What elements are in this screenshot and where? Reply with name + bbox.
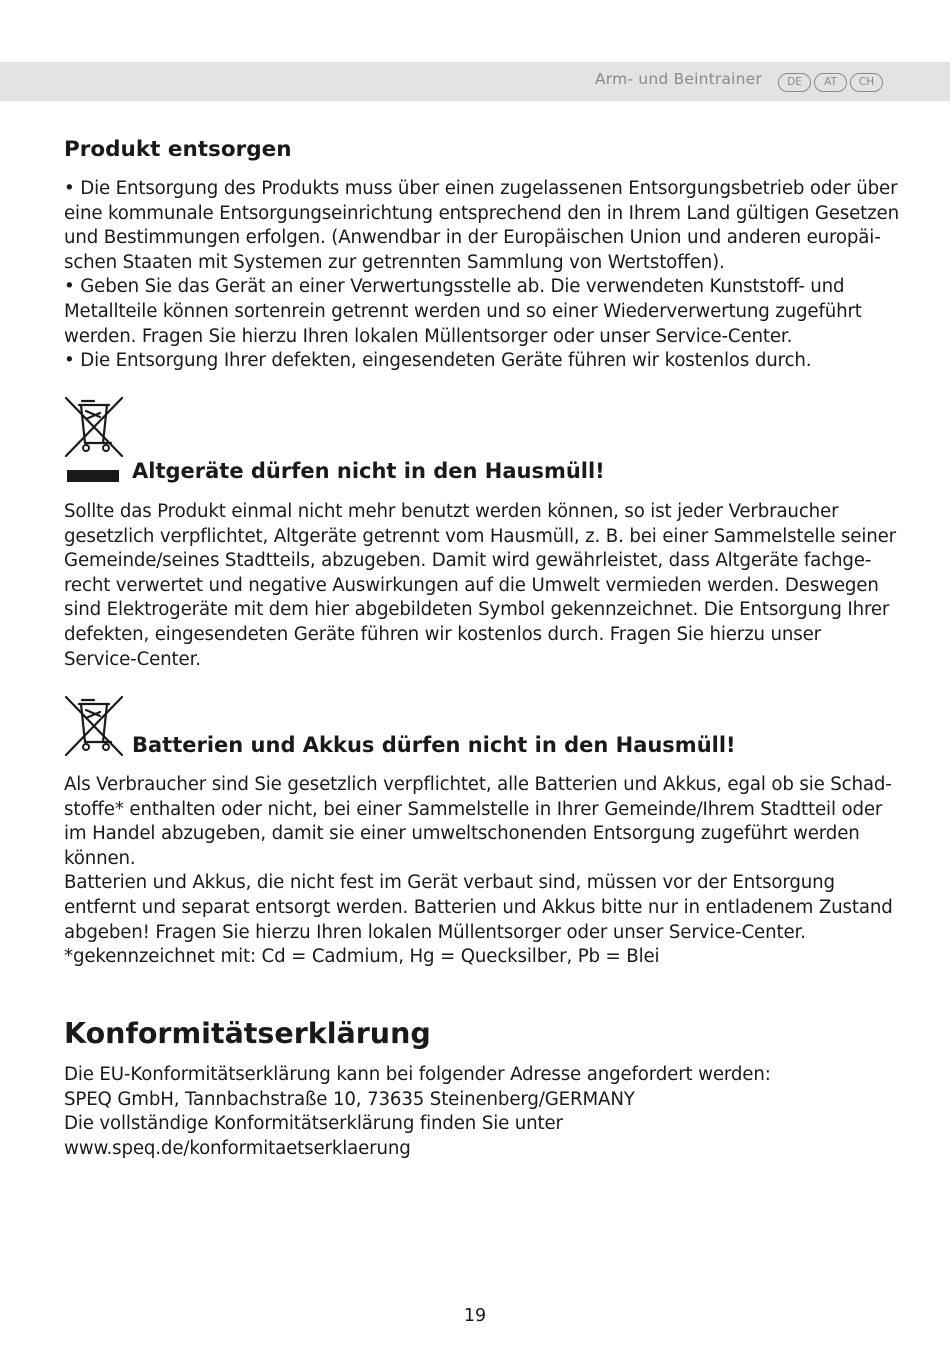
text-line: *gekennzeichnet mit: Cd = Cadmium, Hg = Quecksilber, Pb = Blei: [64, 946, 660, 968]
text-line: SPEQ GmbH, Tannbachstraße 10, 73635 Steinenberg/GERMANY: [64, 1088, 635, 1110]
altgeraete-text: [64, 500, 896, 672]
text-line: Die EU-Konformitätserklärung kann bei folgender Adresse angefordert werden:: [64, 1064, 771, 1085]
language-badge-at: AT: [814, 73, 847, 92]
text-line: im Handel abzugeben, damit sie einer umweltschonenden Entsorgung zugeführt werden: [64, 823, 860, 845]
language-badge-ch: CH: [850, 73, 883, 92]
text-line: können.: [64, 847, 136, 869]
text-line: Sollte das Produkt einmal nicht mehr benutzt werden können, so ist jeder Verbraucher: [64, 501, 839, 522]
crossed-out-wheelie-bin-icon: [62, 395, 126, 459]
text-line: • Die Entsorgung des Produkts muss über einen zugelassenen Entsorgungsbetrieb oder über: [64, 178, 898, 199]
section-heading-konformitaetserklaerung: Konformitätserklärung: [64, 1017, 431, 1050]
text-line: eine kommunale Entsorgungseinrichtung entsprechend den in Ihrem Land gültigen Gesetzen: [64, 202, 899, 224]
text-line: Gemeinde/seines Stadtteils, abzugeben. Damit wird gewährleistet, dass Altgeräte fachge-: [64, 550, 872, 572]
text-line: • Die Entsorgung Ihrer defekten, eingesendeten Geräte führen wir kostenlos durch.: [64, 350, 812, 372]
text-line: stoffe* enthalten oder nicht, bei einer Sammelstelle in Ihrer Gemeinde/Ihrem Stadtteil oder: [64, 798, 883, 820]
language-badge-de: DE: [778, 73, 811, 92]
text-line: defekten, eingesendeten Geräte führen wir kostenlos durch. Fragen Sie hierzu unser: [64, 623, 821, 645]
weee-black-bar: [67, 470, 119, 482]
produkt-entsorgen-text: [64, 177, 899, 374]
text-line: Als Verbraucher sind Sie gesetzlich verpflichtet, alle Batterien und Akkus, egal ob sie Schad-: [64, 774, 892, 795]
text-line: Metallteile können sortenrein getrennt werden und so einer Wiederverwertung zugeführt: [64, 300, 862, 322]
crossed-out-wheelie-bin-icon: [62, 694, 126, 758]
konformitaet-text: [64, 1063, 884, 1161]
section-heading-batterien: Batterien und Akkus dürfen nicht in den Hausmüll!: [132, 733, 736, 757]
text-line: entfernt und separat entsorgt werden. Batterien und Akkus bitte nur in entladenem Zustand: [64, 896, 893, 918]
section-heading-produkt-entsorgen: Produkt entsorgen: [64, 137, 292, 162]
page-number: 19: [463, 1306, 487, 1326]
text-line: gesetzlich verpflichtet, Altgeräte getrennt vom Hausmüll, z. B. bei einer Sammelstelle seiner: [64, 525, 896, 547]
text-line: abgeben! Fragen Sie hierzu Ihren lokalen Müllentsorger oder unser Service-Center.: [64, 921, 806, 943]
text-line: Die vollständige Konformitätserklärung finden Sie unter: [64, 1113, 563, 1135]
text-line: Service-Center.: [64, 648, 201, 670]
conformity-url: www.speq.de/konformitaetserklaerung: [64, 1137, 411, 1159]
text-line: Batterien und Akkus, die nicht fest im Gerät verbaut sind, müssen vor der Entsorgung: [64, 872, 835, 894]
language-badges: [778, 73, 883, 92]
batterien-text: [64, 773, 893, 970]
text-line: schen Staaten mit Systemen zur getrennten Sammlung von Wertstoffen).: [64, 251, 725, 273]
section-heading-altgeraete: Altgeräte dürfen nicht in den Hausmüll!: [132, 459, 605, 483]
text-line: und Bestimmungen erfolgen. (Anwendbar in der Europäischen Union und anderen europäi-: [64, 227, 881, 249]
text-line: recht verwertet und negative Auswirkungen auf die Umwelt vermieden werden. Deswegen: [64, 574, 879, 596]
text-line: sind Elektrogeräte mit dem hier abgebildeten Symbol gekennzeichnet. Die Entsorgung Ihrer: [64, 599, 890, 621]
text-line: • Geben Sie das Gerät an einer Verwertungsstelle ab. Die verwendeten Kunststoff- und: [64, 276, 845, 298]
text-line: werden. Fragen Sie hierzu Ihren lokalen Müllentsorger oder unser Service-Center.: [64, 325, 793, 347]
header-title: Arm- und Beintrainer: [594, 70, 762, 88]
